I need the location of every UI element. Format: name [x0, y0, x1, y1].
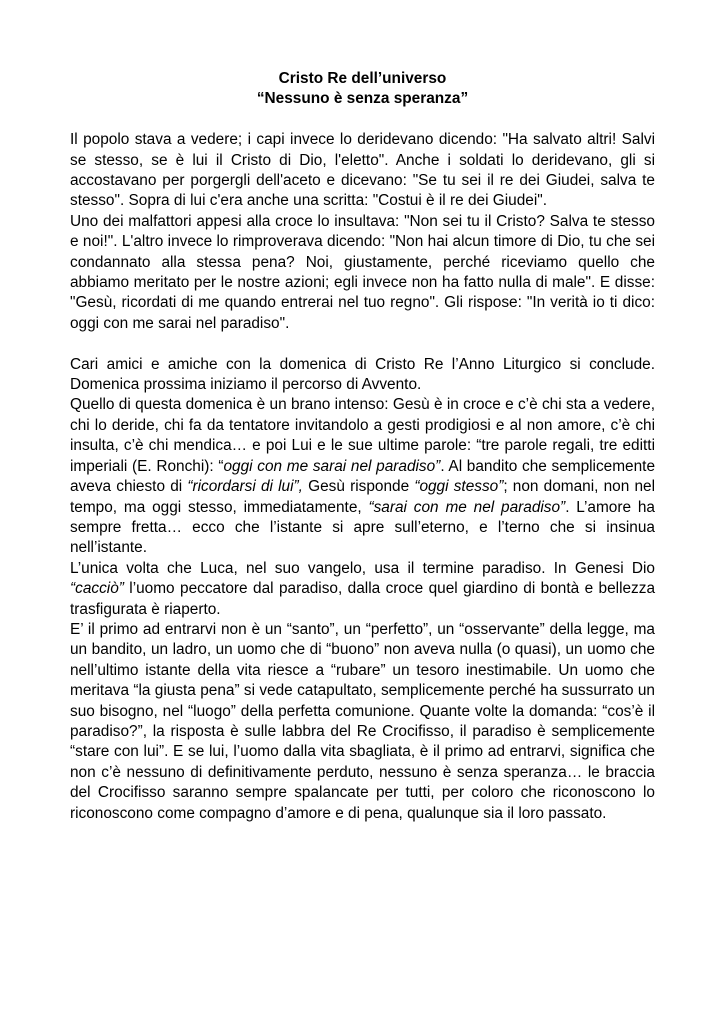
- commentary-paragraph-3: [70, 559, 655, 620]
- title-line-1: Cristo Re dell’universo: [278, 70, 447, 87]
- commentary-paragraph-4: E’ il primo ad entrarvi non è un “santo”, un “perfetto”, un “osservante” della legge, ma un bandito, un ladro, un uomo che di “buono” non aveva nulla (o quasi), un uomo che nell’ultimo istante della vita riesce a “rubare” un tesoro inestimabile. Un uomo che meritava “la giusta pena” si vede catapultato, semplicemente perché ha sussurrato un suo bisogno, nel “luogo” della perfetta comunione. Quante volte la domanda: “cos’è il paradiso?”, la risposta è sulle labbra del Re Crocifisso, il paradiso è semplicemente “stare con lui”. E se lui, l’uomo dalla vita sbagliata, è il primo ad entrarvi, significa che non c’è nessuno di definitivamente perduto, nessuno è senza speranza… le braccia del Crocifisso saranno sempre spalancate per tutti, per coloro che riconoscono lo riconoscono come compagno d’amore e di pena, qualunque sia il loro passato.: [70, 620, 655, 822]
- text-run: . L’amore ha sempre fretta… ecco che l’istante si apre sull’eterno, e l’terno che si insinua nell’istante.: [70, 498, 655, 557]
- text-run: L’unica volta che Luca, nel suo vangelo, usa il termine paradiso. In Genesi Dio: [70, 559, 655, 577]
- gospel-paragraph-1: Il popolo stava a vedere; i capi invece lo deridevano dicendo: "Ha salvato altri! Salvi se stesso, se è lui il Cristo di Dio, l'eletto". Anche i soldati lo deridevano, gli si accostavano per porgergli dell'aceto e dicevano: "Se tu sei il re dei Giudei, salva te stesso". Sopra di lui c'era anche una scritta: "Costui è il re dei Giudei".: [70, 131, 655, 210]
- commentary-paragraph-1: Cari amici e amiche con la domenica di Cristo Re l’Anno Liturgico si conclude. Domenica prossima iniziamo il percorso di Avvento.: [70, 355, 655, 394]
- text-run: . Al bandito che semplicemente aveva chiesto di: [70, 457, 656, 496]
- text-run: ; non domani, non nel tempo, ma oggi stesso, immediatamente,: [70, 478, 655, 516]
- document-page: [70, 69, 655, 824]
- text-run: Quello di questa domenica è un brano intenso: Gesù è in croce e c’è chi sta a vedere, chi lo deride, chi fa da tentatore invitandolo a gesti prodigiosi e al non amore, c’è chi insulta, c’è chi mendica… e poi Lui e le sue ultime parole: “tre parole regali, tre editti imperiali (E. Ronchi): “: [70, 396, 655, 475]
- text-run: l’uomo peccatore dal paradiso, dalla croce quel giardino di bontà e bellezza trasfigurata è riaperto.: [70, 580, 655, 618]
- text-run: Gesù risponde: [302, 478, 415, 496]
- italic-quote: “oggi stesso”: [414, 478, 504, 496]
- italic-quote: “ricordarsi di lui”,: [187, 478, 303, 496]
- italic-quote: oggi con me sarai nel paradiso”: [223, 457, 441, 475]
- spacer: [70, 110, 655, 130]
- italic-quote: “cacciò”: [70, 580, 124, 598]
- italic-quote: “sarai con me nel paradiso”: [368, 498, 566, 516]
- title-line-2: “Nessuno è senza speranza”: [256, 90, 469, 108]
- spacer: [70, 334, 655, 354]
- commentary-paragraph-2: [70, 395, 655, 558]
- gospel-paragraph-2: Uno dei malfattori appesi alla croce lo insultava: "Non sei tu il Cristo? Salva te stesso e noi!". L'altro invece lo rimproverava dicendo: "Non hai alcun timore di Dio, tu che sei condannato alla stessa pena? Noi, giustamente, perché riceviamo quello che abbiamo meritato per le nostre azioni; egli invece non ha fatto nulla di male". E disse: "Gesù, ricordati di me quando entrerai nel tuo regno". Gli rispose: "In verità io ti dico: oggi con me sarai nel paradiso".: [70, 212, 655, 332]
